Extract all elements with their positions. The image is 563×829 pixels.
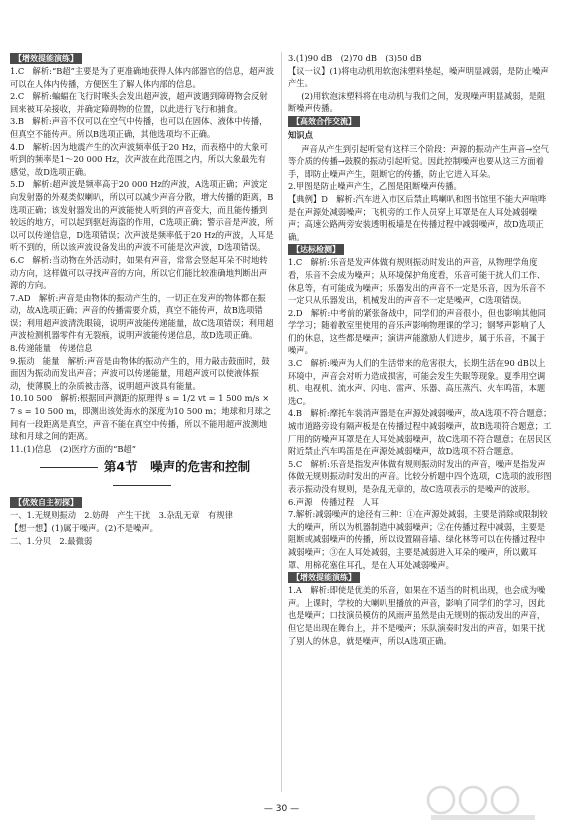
answer-item: 二、1.分贝 2.最微弱 — [10, 535, 93, 546]
answer-item: 9.振动 能量 解析:声音是由物体的振动产生的，用力敲击鼓面时，鼓面因为振动而发出声音；声波可以传递能量，用超声波可以使液体振动，使薄膜上的杂质被击落，说明超声波具有能量。 — [10, 355, 270, 391]
answer-item: 2.C 解析:蝙蝠在飞行时喉头会发出超声波，超声波遇到障碍物会反射回来被耳朵接收，并确定障碍物的位置，以此进行飞行和捕食。 — [10, 91, 268, 114]
answer-item: 1.A 解析:即使是优美的乐音，如果在不适当的时机出现，也会成为噪声。上课时，学校的大喇叭里播放的声音，影响了同学们的学习，因此也是噪声；口技演员模仿的风雨声虽然是由无规则的振动发出的声音，但它是出现在舞台上，并不是噪声；乐队演奏时发出的声音，如果干扰了别人的休息，就是噪声，所以A选项正确。 — [288, 585, 546, 646]
answer-item: 8.传递能量 传递信息 — [10, 343, 93, 354]
answer-item: 3.(1)90 dB (2)70 dB (3)50 dB — [288, 53, 422, 63]
section-header-cooperation: 【高效合作交流】 — [288, 116, 360, 127]
answer-item: 7.AD 解析:声音是由物体的振动产生的，一切正在发声的物体都在振动，故A选项正确；声音的传播需要介质，真空不能传声，故B选项错误；利用超声波清洗眼镜，说明声波能传递能量，故C选项错误；利用超声波检测机器零件有无裂痕，说明声波能传递信息，故D选项正确。 — [10, 292, 274, 341]
answer-item: 4.D 解析:因为地震产生的次声波频率低于20 Hz，而表格中的大象可听到的频率是1～20 000 Hz，次声波在此范围之内，所以大象最先有感觉，故D选项正确。 — [10, 141, 268, 177]
answer-item: 5.D 解析:超声波是频率高于20 000 Hz的声波，A选项正确；声波定向发射器的外观类似喇叭，所以可以减少声音分散，增大传播的距离，B选项正确；该发射器发出的声波能使人听到的声音变大，而且能传播到较远的地方，可以起到驱赶海盗的作用，C选项正确；警示音是声波，所以可以传递信息，D选项错误；次声波是频率低于20 Hz的声波，人耳是听不到的，所以该声波设备发出的声波不可能是次声波，D选项错误。 — [10, 179, 274, 253]
knowledge-label: 知识点 — [288, 129, 313, 140]
answer-item: 6.C 解析:当动物在外活动时，如果有声音，常常会竖起耳朵不时地转动方向，这样做可以寻找声音的方向，所以它们能比较准确地判断出声源的方向。 — [10, 254, 268, 291]
answer-item: 10.10 500 解析:根据回声测距的原理得 s = 1/2 vt = 1 500 m/s × 7 s = 10 500 m，即测出该处海水的深度为10 500 m；地球和月球之间有一段距离是真空，声音不能在真空中传播，所以不能用超声波测地球和月球之间的距离。 — [10, 393, 272, 442]
section-header-preview: 【优效自主初探】 — [10, 497, 82, 508]
answer-item: 1.C 解析:乐音是发声体做有规则振动时发出的声音，从物理学角度看，乐音不会成为噪声；从环境保护角度看，乐音可能干扰人们工作、休息等，有可能成为噪声；乐器发出的声音不一定是乐音，因为乐音不一定只从乐器发出，机械发出的声音不一定是噪声，C选项错误。 — [288, 257, 546, 306]
section-header-boost: 【增效提能演练】 — [10, 53, 82, 64]
answer-item: 7.解析:减弱噪声的途径有三种：①在声源处减弱，主要是消除或限制较大的噪声，所以为机器制造中减弱噪声；②在传播过程中减弱，主要是阻断或减弱噪声的传播，所以设置隔音墙、绿化林等可以在传播过程中减弱噪声；③在人耳处减弱，主要是减弱进入耳朵的噪声，所以戴耳罩、用棉花塞住耳孔，是在人耳处减弱噪声。 — [288, 509, 548, 570]
title-rule-left — [40, 467, 98, 468]
answer-item: 3.B 解析:声音不仅可以在空气中传播，也可以在固体、液体中传播，但真空不能传声。所以B选项正确，其他选项均不正确。 — [10, 116, 268, 139]
answer-item: 【想一想】(1)属于噪声。(2)不是噪声。 — [10, 523, 158, 533]
watermark-logo — [423, 782, 543, 822]
answer-item: 5.C 解析:乐音是指发声体做有规则振动时发出的声音，噪声是指发声体做无规则振动时发出的声音。比较分析题中四个选项，C选项的波形图表示振动没有规则，是杂乱无章的，故C选项表示的是噪声的波形。 — [288, 458, 552, 494]
section-header-boost-2: 【增效提能演练】 — [288, 572, 360, 583]
answer-item: 2.D 解析:中考前的紧张备战中，同学们的声音很小，但也影响其他同学学习；随着教室里使用的音乐声影响物理课的学习；钢琴声影响了人们的休息，这些都是噪声；演讲声能激励人们进步，属于乐音，不属于噪声。 — [288, 307, 546, 356]
answer-item: 【议一议】(1)将电动机用软泡沫塑料垫起，噪声明显减弱，是防止噪声产生。 — [288, 65, 549, 89]
answer-item: 一、1.无规则振动 2.妨碍 产生干扰 3.杂乱无章 有规律 — [10, 510, 233, 521]
left-column — [10, 52, 274, 547]
left-answer-list — [10, 65, 274, 455]
column-divider — [281, 52, 282, 792]
answer-item: (2)用软泡沫塑料将在电动机与我们之间，发现噪声明显减弱，是阻断噪声传播。 — [288, 90, 546, 114]
chapter-title — [10, 458, 274, 494]
answer-item: 1.C 解析:“B超”主要是为了更准确地获得人体内部器官的信息，超声波可以在人体内传播，方便医生了解人体内部的信息。 — [10, 66, 274, 89]
section-header-check: 【达标检测】 — [288, 244, 344, 255]
answer-item: 6.声源 传播过程 人耳 — [288, 496, 379, 507]
page-number: — 30 — — [263, 804, 300, 814]
chapter-title-text: 第4节 噪声的危害和控制 — [103, 459, 251, 475]
watermark-logo-icon — [423, 782, 543, 822]
title-rule-right — [113, 485, 171, 486]
knowledge-paragraph: 【典例】D 解析:汽车进入市区后禁止鸣喇叭和图书馆里不能大声喧哗是在声源处减弱噪声；飞机旁的工作人员穿上耳罩是在人耳处减弱噪声；高速公路两旁安装透明板墙是在传播过程中减弱噪声，故D选项正确。 — [288, 193, 547, 242]
right-column — [288, 52, 552, 647]
answer-item: 3.C 解析:噪声为人们的生活带来的危害很大，长期生活在90 dB以上环境中，声音会对听力造成损害，可能会发生失眠等现象。夏季用空调机、电视机、流水声、闪电、雷声、乐器、高压蒸汽、火车鸣笛，本题选C。 — [288, 358, 546, 406]
knowledge-paragraph: 2.甲图是防止噪声产生，乙图是阻断噪声传播。 — [288, 181, 462, 192]
answer-item: 4.B 解析:摩托车装消声器是在声源处减弱噪声，故A选项不符合题意；城市道路旁设有隔声板是在传播过程中减弱噪声，故B选项符合题意；工厂用的防噪声耳罩是在人耳处减弱噪声，故C选项不符合题意；在居民区附近禁止汽车鸣笛是在声源处减弱噪声，故D选项不符合题意。 — [288, 408, 552, 457]
answer-item: 11.(1)信息 (2)医疗方面的“B超” — [10, 443, 136, 454]
knowledge-paragraph: 声音从产生到引起听觉有这样三个阶段：声源的振动产生声音→空气等介质的传播→鼓膜的振动引起听觉。因此控制噪声也要从这三方面着手，即防止噪声产生，阻断它的传播，防止它进入耳朵。 — [288, 143, 549, 179]
